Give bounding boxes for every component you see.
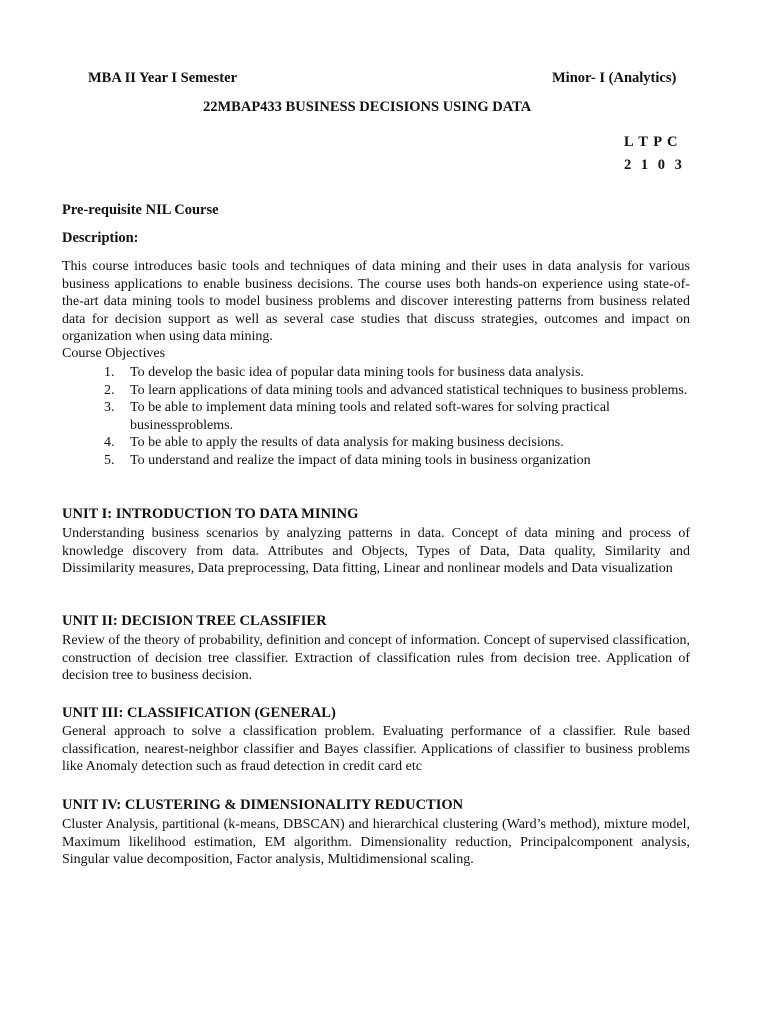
list-item-number: 2. bbox=[104, 382, 115, 398]
list-item-text: To learn applications of data mining tools and advanced statistical techniques to business problems. bbox=[130, 382, 688, 398]
semester-label: MBA II Year I Semester bbox=[88, 70, 238, 86]
list-item-text: To develop the basic idea of popular data mining tools for business data analysis. bbox=[130, 365, 584, 380]
unit-1-heading: UNIT I: INTRODUCTION TO DATA MINING bbox=[62, 506, 359, 522]
list-item-number: 3. bbox=[104, 400, 115, 415]
unit-2-heading: UNIT II: DECISION TREE CLASSIFIER bbox=[62, 613, 327, 629]
unit-2-body: Review of the theory of probability, definition and concept of information. Concept of supervised classification, construction of decision tree classifier. Extraction of classification rules from decision tree. Application of decision tree to business decision. bbox=[62, 633, 690, 683]
objectives-heading: Course Objectives bbox=[62, 346, 166, 361]
list-item bbox=[100, 382, 695, 400]
unit-3-body: General approach to solve a classification problem. Evaluating performance of a classifier. Rule based classification, nearest-neighbor classifier and Bayes classifier. Applications of classifier to business problems like Anomaly detection such as fraud detection in credit card etc bbox=[62, 724, 690, 774]
list-item-text: To understand and realize the impact of data mining tools in business organization bbox=[130, 452, 591, 468]
list-item-number: 1. bbox=[104, 365, 115, 380]
unit-3-heading: UNIT III: CLASSIFICATION (GENERAL) bbox=[62, 705, 336, 721]
unit-4-body: Cluster Analysis, partitional (k-means, DBSCAN) and hierarchical clustering (Ward’s method), mixture model, Maximum likelihood estimation, EM algorithm. Dimensionality reduction, Principalcomponent analysis, Singular value decomposition, Factor analysis, Multidimensional scaling. bbox=[62, 817, 690, 867]
list-item-text: To be able to apply the results of data analysis for making business decisions. bbox=[130, 435, 564, 450]
minor-label: Minor- I (Analytics) bbox=[552, 70, 677, 86]
description-text: This course introduces basic tools and techniques of data mining and their uses in data analysis for various business applications to enable business decisions. The course uses both hands-on experience using state-of-the-art data mining tools to model business problems and discover interesting patterns from business related data for decision support as well as several case studies that discuss strategies, outcomes and impact on organization when using data mining. bbox=[62, 259, 690, 344]
list-item bbox=[100, 434, 695, 452]
list-item bbox=[100, 364, 695, 382]
list-item bbox=[100, 452, 695, 470]
description-heading: Description: bbox=[62, 230, 139, 246]
unit-4-heading: UNIT IV: CLUSTERING & DIMENSIONALITY REDUCTION bbox=[62, 797, 464, 813]
ltpc-header: L T P C bbox=[624, 134, 679, 150]
prerequisite: Pre-requisite NIL Course bbox=[62, 202, 219, 218]
list-item-text: To be able to implement data mining tools and related soft-wares for solving practical businessproblems. bbox=[130, 400, 610, 433]
objectives-list bbox=[100, 364, 695, 469]
ltpc-values: 2 1 0 3 bbox=[624, 157, 685, 173]
unit-1-body: Understanding business scenarios by analyzing patterns in data. Concept of data mining and process of knowledge discovery from data. Attributes and Objects, Types of Data, Data quality, Similarity and Dissimilarity measures, Data preprocessing, Data fitting, Linear and nonlinear models and Data visualization bbox=[62, 526, 690, 576]
list-item-number: 4. bbox=[104, 435, 115, 450]
list-item bbox=[100, 399, 695, 434]
course-title: 22MBAP433 BUSINESS DECISIONS USING DATA bbox=[203, 99, 532, 115]
list-item-number: 5. bbox=[104, 452, 115, 468]
